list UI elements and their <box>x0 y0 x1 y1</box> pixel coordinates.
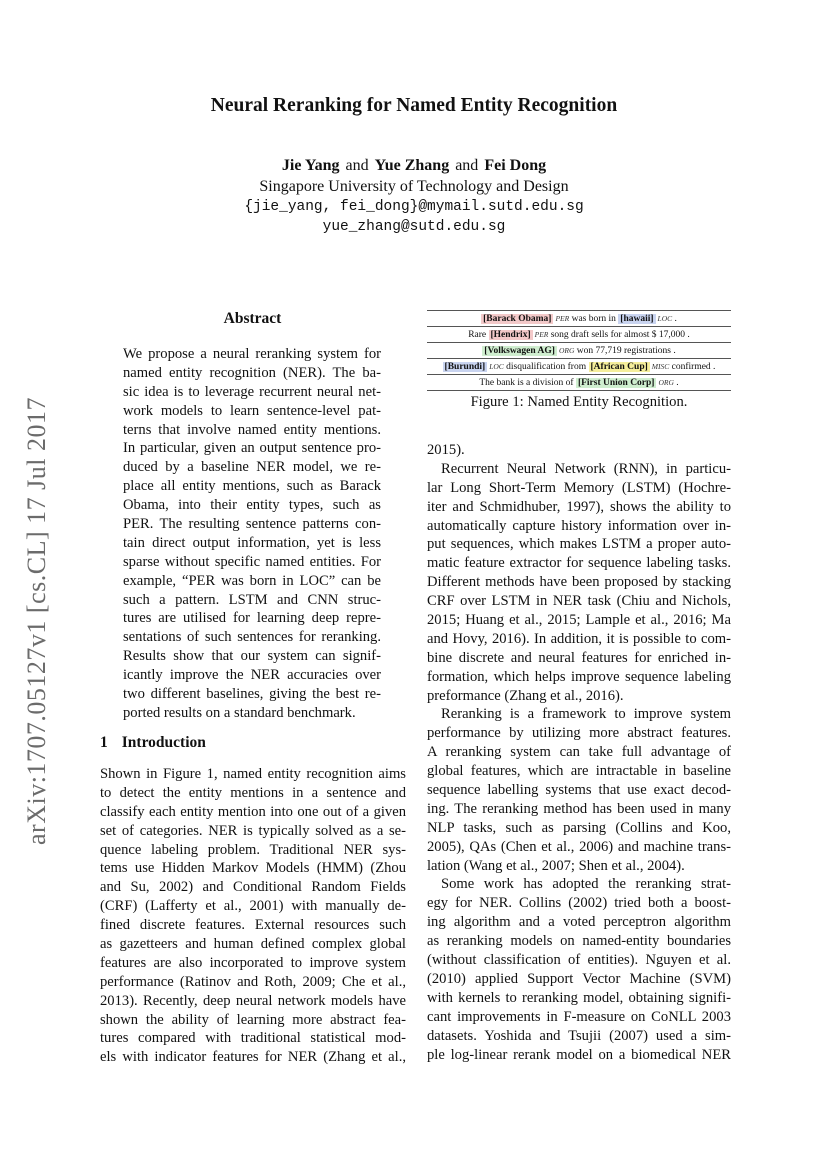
text-line: cant improvements in F-measure on CoNLL 2003 <box>427 1008 731 1025</box>
text-line: Recurrent Neural Network (RNN), in particu- <box>441 460 731 477</box>
email-line-2: yue_zhang@sutd.edu.sg <box>322 219 506 235</box>
section-title: Introduction <box>121 734 206 751</box>
email-line-1: {jie_yang, fei_dong}@mymail.sutd.edu.sg <box>244 199 584 215</box>
entity-type-label: PER <box>534 329 549 339</box>
author-name: Fei Dong <box>484 157 547 174</box>
text-line: Shown in Figure 1, named entity recognition aims <box>100 766 406 782</box>
text-line: lation (Wang et al., 2007; Shen et al., 2004). <box>427 857 685 874</box>
text-line: Obama, into their entity types, such as <box>123 497 381 514</box>
text-line: with kernels to reranking model, obtaining signifi- <box>427 989 731 1006</box>
text-line: iter and Schmidhuber, 1997), shows the ability to <box>427 498 731 515</box>
text-line: tain direct output information, yet is less <box>123 534 381 551</box>
text-line: CRF over LSTM in NER task (Chiu and Nichols, <box>427 593 731 610</box>
text-line: PER. The resulting sentence patterns con- <box>123 516 381 533</box>
text-line: terns that involve named entity mentions. <box>123 421 381 438</box>
sentence-text: disqualification from <box>503 361 589 372</box>
figure-row <box>427 343 731 359</box>
text-line: and Su, 2002) and Conditional Random Fields <box>100 879 406 896</box>
sentence-text: Rare <box>468 329 489 340</box>
arxiv-stamp: arXiv:1707.05127v1 [cs.CL] 17 Jul 2017 <box>22 397 51 845</box>
entity-mention: [Barack Obama] <box>483 313 552 324</box>
figure-row <box>427 359 731 375</box>
text-line: In particular, given an output sentence pro- <box>123 440 381 457</box>
text-line: global features, which are intractable in baseline <box>427 763 731 780</box>
sentence-text: The bank is a division of <box>479 377 576 388</box>
text-line: example, “PER was born in LOC” can be <box>123 572 381 589</box>
text-line: as reranking models on named-entity boundaries <box>427 933 731 950</box>
text-line: datasets. Yoshida and Tsujii (2007) used a sim- <box>427 1027 731 1044</box>
figure-1 <box>427 310 731 391</box>
entity-mention: [First Union Corp] <box>577 377 655 388</box>
text-line: named entity recognition (NER). The ba- <box>123 364 381 381</box>
sentence-text: confirmed . <box>669 361 716 372</box>
text-line: tures compared with traditional statistical mod- <box>100 1030 406 1047</box>
figure-caption: Figure 1: Named Entity Recognition. <box>470 394 688 410</box>
text-line: as gazetteers and human defined complex global <box>100 936 406 953</box>
figure-sentence <box>427 343 731 359</box>
text-line: (without classification of entities). Nguyen et al. <box>427 952 731 969</box>
figure-sentence <box>427 375 731 391</box>
text-line: sparse without specific named entities. For <box>123 553 381 570</box>
text-line: performance by utilizing more abstract features. <box>427 725 731 742</box>
sentence-text: was born in <box>569 313 619 324</box>
author-separator: and <box>345 157 369 174</box>
text-line: A reranking system can take full advantage of <box>427 744 731 761</box>
text-line: els with indicator features for NER (Zhang et al., <box>100 1049 406 1066</box>
entity-mention: [Volkswagen AG] <box>484 345 555 356</box>
figure-sentence <box>427 327 731 343</box>
left-column-text <box>100 765 406 1067</box>
abstract-body <box>123 345 381 723</box>
text-line: egy for NER. Collins (2002) tried both a boost- <box>427 895 731 912</box>
author-separator: and <box>455 157 479 174</box>
text-line: work models to learn sentence-level pat- <box>123 402 381 419</box>
text-line: automatically capture history information over in- <box>427 517 731 534</box>
text-line: ing. The reranking method has been used in many <box>427 800 731 817</box>
sentence-text: . <box>672 313 677 324</box>
figure-sentence <box>427 359 731 375</box>
paper-title: Neural Reranking for Named Entity Recognition <box>210 95 618 116</box>
text-line: (CRF) (Lafferty et al., 2001) with manually de- <box>100 898 406 915</box>
text-line: such a pattern. LSTM and CNN struc- <box>123 591 381 608</box>
text-line: set of categories. NER is typically solved as a se- <box>100 822 406 839</box>
entity-mention: [African Cup] <box>590 361 648 372</box>
text-line: quence labeling problem. Traditional NER sys- <box>100 841 406 858</box>
figure-row <box>427 311 731 327</box>
text-line: sentations of such sentences for reranking. <box>123 629 381 646</box>
text-line: tems use Hidden Markov Models (HMM) (Zhou <box>100 860 406 877</box>
text-line: Some work has adopted the reranking strat- <box>441 876 731 893</box>
text-line: ple log-linear rerank model on a biomedical NER <box>427 1046 731 1063</box>
text-line: preformance (Zhang et al., 2016). <box>427 687 624 704</box>
text-line: 2013). Recently, deep neural network models have <box>100 992 406 1009</box>
text-line: ing algorithm and a voted perceptron algorithm <box>427 914 731 931</box>
figure-sentence <box>427 311 731 327</box>
text-line: 2015; Huang et al., 2015; Lample et al., 2016; Ma <box>427 612 731 629</box>
text-line: lar Long Short-Term Memory (LSTM) (Hochre- <box>427 479 731 496</box>
entity-type-label: ORG <box>558 345 575 355</box>
text-line: Different methods have been proposed by stacking <box>427 574 731 591</box>
author-name: Jie Yang <box>281 157 340 174</box>
text-line: tures are utilised for learning deep repre- <box>123 610 381 627</box>
text-line: sic idea is to leverage recurrent neural net- <box>123 383 381 400</box>
right-column-text <box>427 441 731 1064</box>
text-line: formation, which helps improve sequence labeling <box>427 668 731 685</box>
text-line: two different baselines, giving the best re- <box>123 686 381 703</box>
author-list <box>0 157 828 175</box>
entity-mention: [Burundi] <box>444 361 486 372</box>
figure-row <box>427 375 731 391</box>
text-line: 2005), QAs (Chen et al., 2006) and machine trans- <box>427 838 731 855</box>
text-line: We propose a neural reranking system for <box>123 346 381 362</box>
text-line: place all entity mentions, such as Barack <box>123 478 381 495</box>
text-line: (2010) applied Support Vector Machine (SVM) <box>427 970 731 987</box>
text-line: performance (Ratinov and Roth, 2009; Che et al., <box>100 973 406 990</box>
text-line: 2015). <box>427 442 465 458</box>
section-heading <box>100 734 206 752</box>
text-line: duced by a baseline NER model, we re- <box>123 459 381 476</box>
entity-type-label: LOC <box>489 361 504 371</box>
entity-type-label: MISC <box>651 361 670 371</box>
abstract-heading: Abstract <box>223 310 282 327</box>
affiliation: Singapore University of Technology and Design <box>259 178 569 195</box>
entity-type-label: PER <box>555 313 570 323</box>
text-line: ported results on a standard benchmark. <box>123 704 356 721</box>
text-line: bine discrete and neural features for enriched in- <box>427 649 731 666</box>
text-line: sequence labelling systems that use exact decod- <box>427 782 731 799</box>
entity-mention: [Hendrix] <box>490 329 531 340</box>
entity-mention: [hawaii] <box>620 313 654 324</box>
text-line: put sequences, which makes LSTM a proper auto- <box>427 536 731 553</box>
entity-type-label: ORG <box>658 377 674 387</box>
text-line: fined discrete features. External resources such <box>100 917 406 934</box>
section-number: 1 <box>100 734 108 751</box>
figure-row <box>427 327 731 343</box>
text-line: Results show that our system can signif- <box>123 648 381 665</box>
author-name: Yue Zhang <box>374 157 450 174</box>
text-line: NLP tasks, such as parsing (Collins and Koo, <box>427 819 731 836</box>
sentence-text: . <box>673 377 679 388</box>
sentence-text: won 77,719 registrations . <box>574 345 676 356</box>
entity-type-label: LOC <box>657 313 673 323</box>
text-line: classify each entity mention into one out of a given <box>100 803 406 820</box>
figure-table <box>427 310 731 391</box>
text-line: and Hovy, 2016). In addition, it is possible to com- <box>427 630 731 647</box>
text-line: icantly improve the NER accuracies over <box>123 667 381 684</box>
text-line: shown the ability of learning more abstract fea- <box>100 1011 406 1028</box>
sentence-text: song draft sells for almost $ 17,000 . <box>548 329 690 340</box>
text-line: matic feature extractor for sequence labeling tasks. <box>427 555 731 572</box>
text-line: to detect the entity mentions in a sentence and <box>100 784 406 801</box>
text-line: features are also incorporated to improve system <box>100 954 406 971</box>
text-line: Reranking is a framework to improve system <box>441 706 731 723</box>
